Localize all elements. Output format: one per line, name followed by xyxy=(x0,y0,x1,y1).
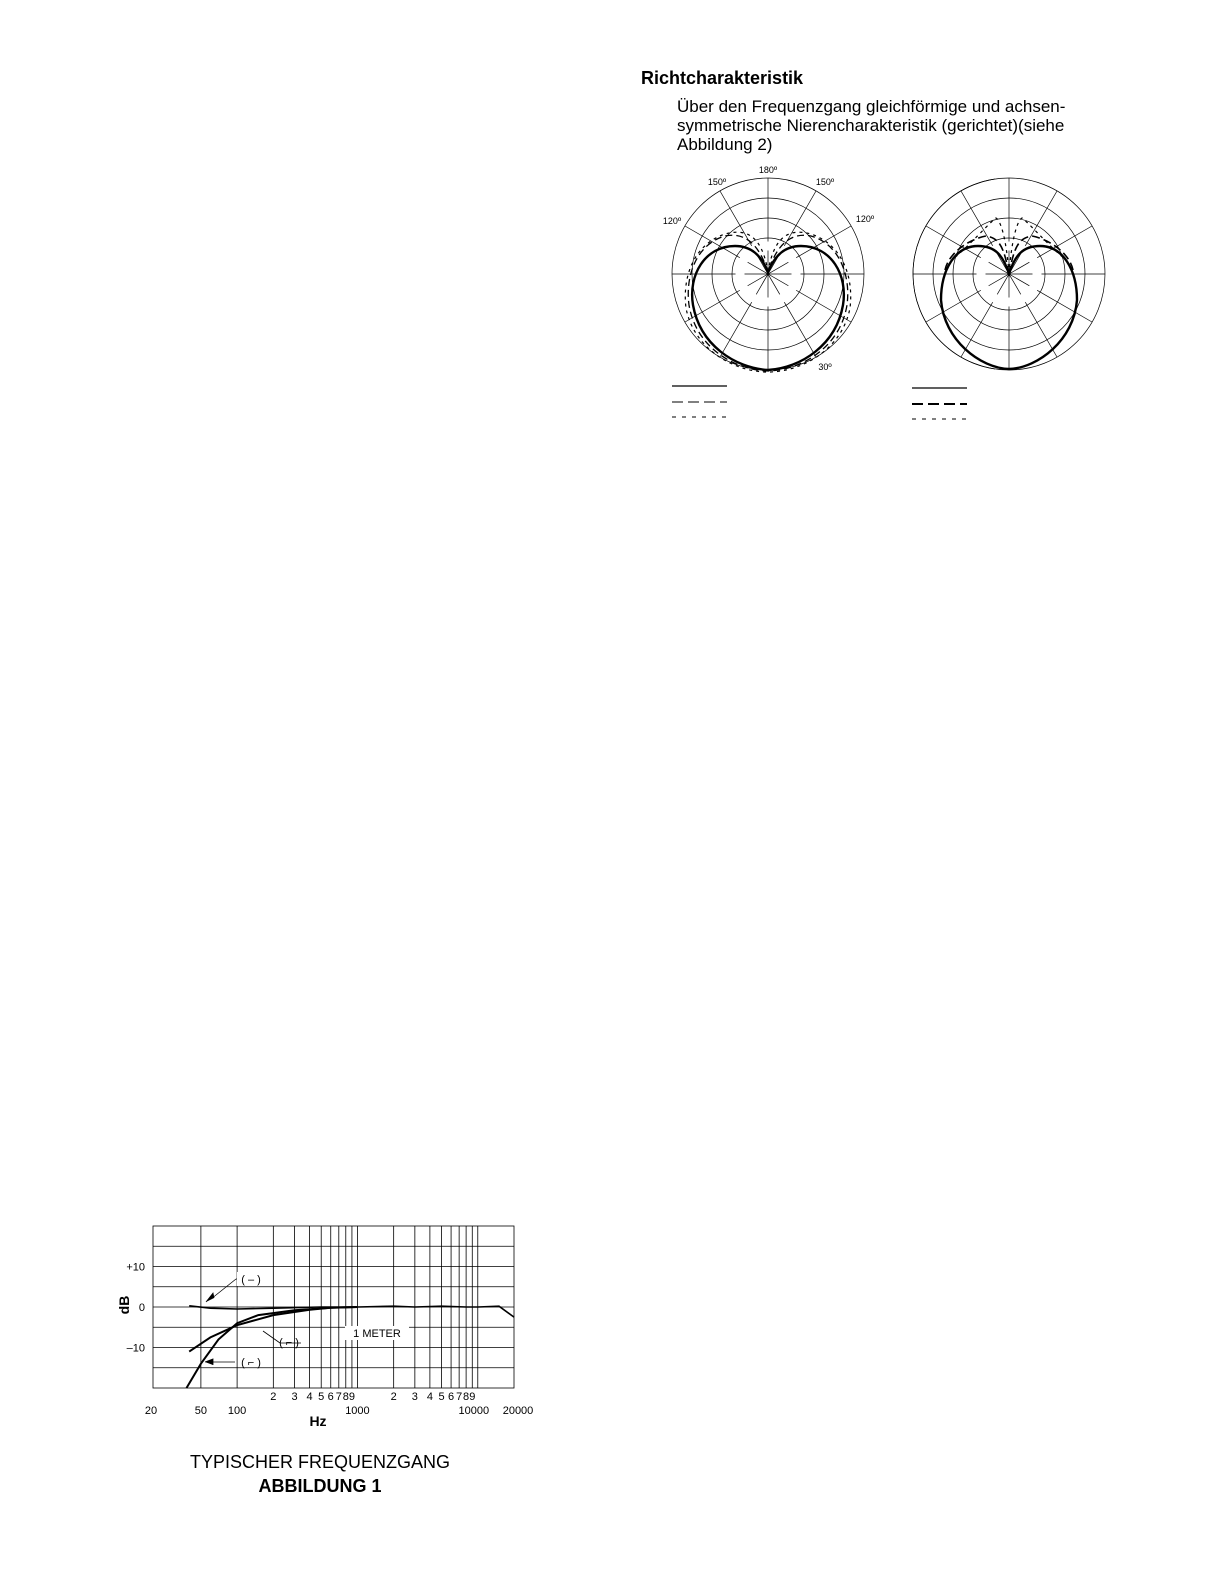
x-tick-label: 5 xyxy=(318,1391,325,1403)
x-tick-label: 7 xyxy=(456,1391,463,1403)
x-tick-label: 8 xyxy=(463,1391,470,1403)
x-tick-label: 10000 xyxy=(458,1405,490,1417)
y-tick-label: 0 xyxy=(138,1302,145,1314)
figure-label: ABBILDUNG 1 xyxy=(258,1476,382,1496)
angle-label-30: 30º xyxy=(818,362,832,372)
angle-label-180: 180º xyxy=(758,165,778,175)
x-axis-label: Hz xyxy=(309,1413,327,1429)
curve-label-flat: ( – ) xyxy=(241,1274,261,1286)
figure-caption: TYPISCHER FREQUENZGANG xyxy=(189,1452,451,1472)
section-body xyxy=(677,97,1107,154)
x-tick-label: 9 xyxy=(469,1391,476,1403)
x-tick-label: 1000 xyxy=(345,1405,370,1417)
angle-label-120-right: 120º xyxy=(855,214,875,224)
y-axis-label: dB xyxy=(116,1295,132,1315)
x-tick-label: 5 xyxy=(438,1391,445,1403)
x-tick-label: 100 xyxy=(227,1405,247,1417)
angle-label-120-left: 120º xyxy=(662,216,682,226)
meter-label: 1 METER xyxy=(353,1328,401,1340)
x-tick-label: 2 xyxy=(270,1391,277,1403)
x-tick-label: 3 xyxy=(411,1391,418,1403)
y-tick-label: +10 xyxy=(126,1261,145,1274)
section-heading: Richtcharakteristik xyxy=(641,68,804,88)
curve-label-mid: ( ⌐ ) xyxy=(279,1337,299,1349)
x-tick-label: 9 xyxy=(348,1391,355,1403)
legend-left xyxy=(672,386,727,417)
chart-series xyxy=(187,1306,515,1388)
curve-label-leaders xyxy=(205,1279,301,1365)
x-tick-label: 6 xyxy=(327,1391,334,1403)
legend-right xyxy=(912,388,967,419)
x-tick-label: 20000 xyxy=(502,1405,534,1417)
y-tick-label: –10 xyxy=(126,1342,145,1355)
body-line: symmetrische Nierencharakteristik (gerichtet)(siehe xyxy=(677,116,1065,135)
x-tick-label: 8 xyxy=(342,1391,349,1403)
x-tick-label: 50 xyxy=(194,1405,208,1417)
angle-label-150-left: 150º xyxy=(707,177,727,187)
x-tick-label: 3 xyxy=(291,1391,298,1403)
polar-plot-left xyxy=(663,165,875,417)
x-tick-label: 20 xyxy=(144,1405,158,1417)
angle-label-150-right: 150º xyxy=(815,177,835,187)
frequency-response-chart xyxy=(105,1215,545,1440)
curve-label-low: ( ⌐ ) xyxy=(241,1357,261,1369)
x-tick-labels xyxy=(145,1391,533,1417)
x-tick-label: 4 xyxy=(426,1391,433,1403)
body-line: Abbildung 2) xyxy=(677,135,773,154)
x-tick-label: 2 xyxy=(390,1391,397,1403)
polar-plot-right xyxy=(900,160,1120,430)
x-tick-label: 6 xyxy=(448,1391,455,1403)
body-line: Über den Frequenzgang gleichförmige und achsen- xyxy=(677,97,1066,116)
x-tick-label: 7 xyxy=(335,1391,342,1403)
x-tick-label: 4 xyxy=(306,1391,313,1403)
